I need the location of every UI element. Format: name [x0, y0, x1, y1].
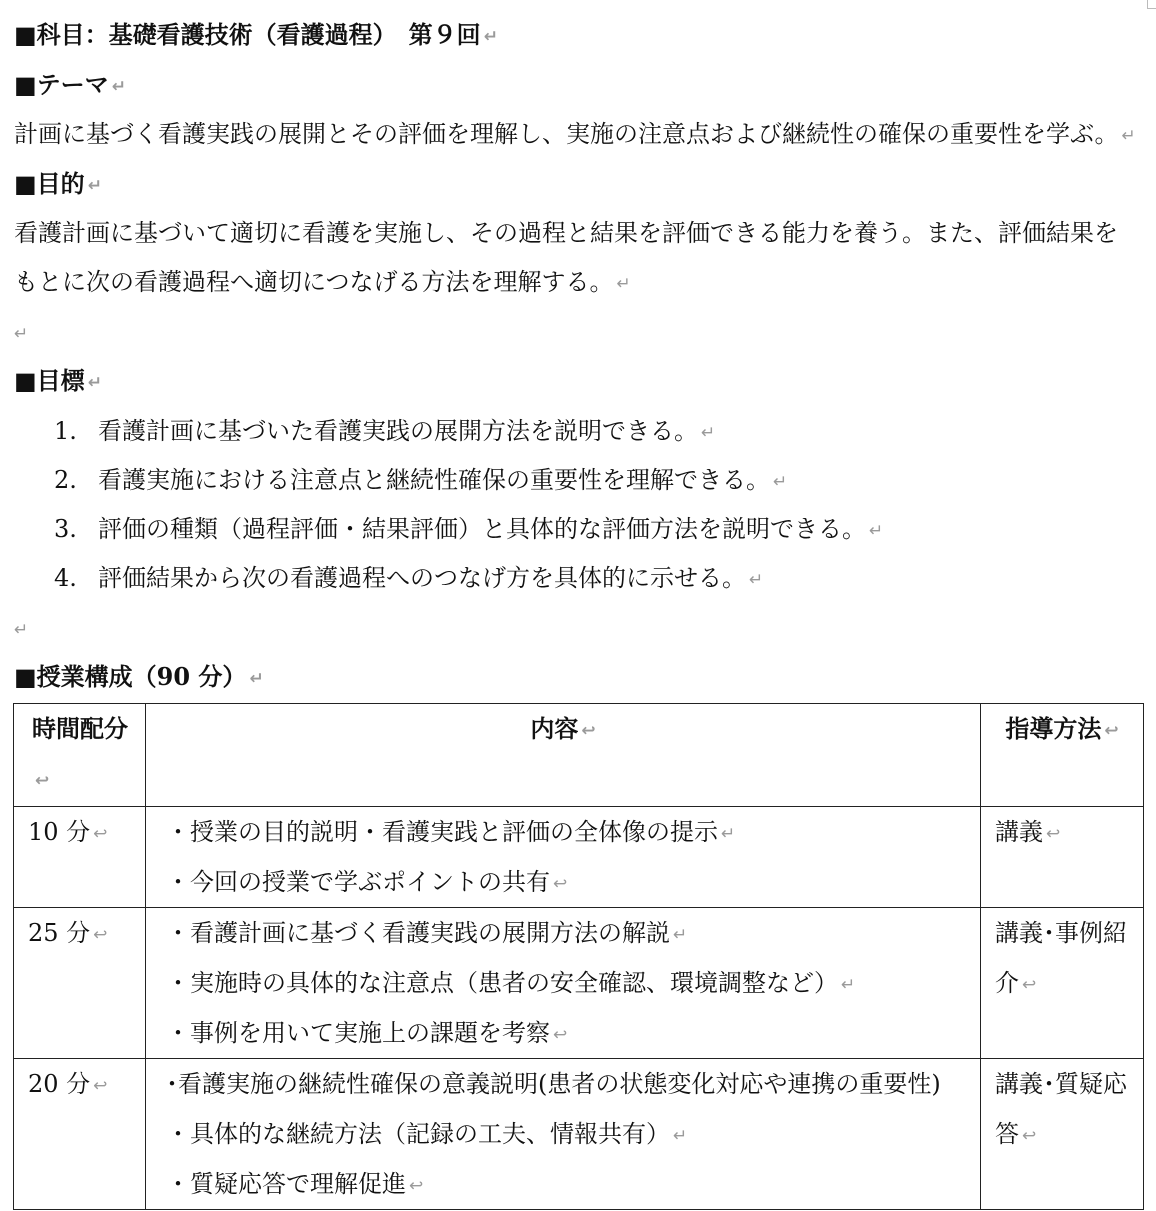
content-line: [166, 1059, 980, 1109]
cell-mark-icon: ↩: [1022, 1126, 1037, 1146]
theme-heading: [14, 70, 126, 102]
cell-mark-icon: ↩: [35, 771, 50, 791]
method-value: 講義･事例紹介: [995, 919, 1127, 997]
paragraph-mark-icon: ↵: [841, 975, 856, 995]
empty-paragraph: [14, 613, 28, 645]
list-item-text: 看護計画に基づいた看護実践の展開方法を説明できる。: [98, 417, 698, 445]
paragraph-mark-icon: ↵: [721, 824, 736, 844]
paragraph-mark-icon: ↵: [87, 176, 102, 196]
content-line: [166, 958, 980, 1008]
purpose-heading: [14, 169, 102, 201]
content-text: ・具体的な継続方法（記録の工夫、情報共有）: [166, 1120, 670, 1148]
method-cell: [981, 1059, 1144, 1210]
subject-line: [14, 20, 498, 52]
time-text: 20 分: [28, 1070, 91, 1098]
theme-body: 計画に基づく看護実践の展開とその評価を理解し、実施の注意点および継続性の確保の重要性を学ぶ。: [14, 120, 1119, 148]
content-text: ･看護実施の継続性確保の意義説明(患者の状態変化対応や連携の重要性): [166, 1070, 941, 1098]
method-text: [995, 807, 1135, 859]
list-item-text: 評価の種類（過程評価・結果評価）と具体的な評価方法を説明できる。: [98, 515, 866, 543]
list-item: [54, 514, 883, 546]
content-text: ・授業の目的説明・看護実践と評価の全体像の提示: [166, 818, 718, 846]
paragraph-mark-icon: ↵: [869, 521, 884, 541]
paragraph-mark-icon: ↵: [111, 77, 126, 97]
content-line: [166, 1008, 980, 1058]
list-item: [54, 416, 715, 448]
content-line: [166, 1159, 980, 1209]
time-cell: [14, 807, 146, 908]
method-value: 講義･質疑応答: [995, 1070, 1127, 1148]
method-cell: [981, 908, 1144, 1059]
paragraph-mark-icon: ↵: [773, 472, 788, 492]
content-line: [166, 807, 980, 857]
method-text: [995, 1059, 1135, 1161]
cell-mark-icon: ↩: [93, 1076, 108, 1096]
list-item-text: 評価結果から次の看護過程へのつなげ方を具体的に示せる。: [98, 564, 746, 592]
page-corner-marker: [1147, 0, 1156, 9]
content-cell: [146, 908, 981, 1059]
column-header-time: [14, 704, 146, 807]
content-cell: [146, 807, 981, 908]
paragraph-mark-icon: ↵: [483, 27, 498, 47]
paragraph-mark-icon: ↵: [673, 925, 688, 945]
time-text: 10 分: [28, 818, 91, 846]
paragraph-mark-icon: ↵: [701, 423, 716, 443]
purpose-text-2: もとに次の看護過程へ適切につなげる方法を理解する。: [14, 268, 614, 296]
content-line: [166, 908, 980, 958]
content-cell: [146, 1059, 981, 1210]
paragraph-mark-icon: ↵: [616, 274, 631, 294]
paragraph-mark-icon: ↵: [14, 620, 29, 640]
cell-mark-icon: ↩: [1046, 824, 1061, 844]
purpose-line-1: [14, 218, 1118, 248]
paragraph-mark-icon: ↵: [14, 324, 29, 344]
time-text: 25 分: [28, 919, 91, 947]
subject-text: ■科目：基礎看護技術（看護過程） 第９回: [14, 20, 481, 49]
lesson-plan-table: [13, 703, 1144, 1210]
cell-mark-icon: ↩: [93, 824, 108, 844]
method-text: [995, 908, 1135, 1010]
content-text: ・事例を用いて実施上の課題を考察: [166, 1019, 550, 1047]
table-row: [14, 908, 1144, 1059]
purpose-text-1: 看護計画に基づいて適切に看護を実施し、その過程と結果を評価できる能力を養う。また、評価結果を: [14, 219, 1118, 247]
column-header-time-text: 時間配分: [32, 714, 128, 743]
paragraph-mark-icon: ↵: [87, 373, 102, 393]
purpose-heading-text: ■目的: [14, 169, 85, 198]
cell-mark-icon: ↩: [581, 721, 596, 741]
content-text: ・看護計画に基づく看護実践の展開方法の解説: [166, 919, 670, 947]
list-item: [54, 563, 763, 595]
cell-mark-icon: ↩: [1022, 975, 1037, 995]
column-header-method-text: 指導方法: [1005, 714, 1102, 743]
method-cell: [981, 807, 1144, 908]
cell-mark-icon: ↩: [409, 1176, 424, 1196]
list-item-number: 3.: [54, 515, 77, 543]
list-item-number: 4.: [54, 564, 77, 592]
column-header-content-text: 内容: [530, 714, 579, 743]
time-cell: [14, 1059, 146, 1210]
list-item: [54, 465, 787, 497]
list-item-number: 2.: [54, 466, 77, 494]
paragraph-mark-icon: ↵: [673, 1126, 688, 1146]
list-item-text: 看護実施における注意点と継続性確保の重要性を理解できる。: [98, 466, 770, 494]
content-text: ・質疑応答で理解促進: [166, 1170, 406, 1198]
paragraph-mark-icon: ↵: [1121, 126, 1136, 146]
theme-text: [14, 119, 1136, 151]
column-header-method: [981, 704, 1144, 807]
paragraph-mark-icon: ↵: [249, 669, 264, 689]
table-row: [14, 1059, 1144, 1210]
goals-heading-text: ■目標: [14, 366, 85, 395]
structure-heading: [14, 662, 264, 694]
list-item-number: 1.: [54, 417, 77, 445]
table-header-row: [14, 704, 1144, 807]
content-line: [166, 1109, 980, 1159]
cell-mark-icon: ↩: [93, 925, 108, 945]
content-line: [166, 857, 980, 907]
content-text: ・実施時の具体的な注意点（患者の安全確認、環境調整など）: [166, 969, 838, 997]
cell-mark-icon: ↩: [553, 874, 568, 894]
purpose-line-2: [14, 267, 631, 299]
column-header-content: [146, 704, 981, 807]
cell-mark-icon: ↩: [1104, 721, 1119, 741]
cell-mark-icon: ↩: [553, 1025, 568, 1045]
empty-paragraph: [14, 317, 28, 349]
goals-heading: [14, 366, 102, 398]
theme-heading-text: ■テーマ: [14, 70, 109, 99]
time-cell: [14, 908, 146, 1059]
structure-heading-text: ■授業構成（90 分）: [14, 662, 247, 691]
content-text: ・今回の授業で学ぶポイントの共有: [166, 868, 550, 896]
paragraph-mark-icon: ↵: [749, 570, 764, 590]
table-row: [14, 807, 1144, 908]
method-value: 講義: [995, 818, 1043, 846]
